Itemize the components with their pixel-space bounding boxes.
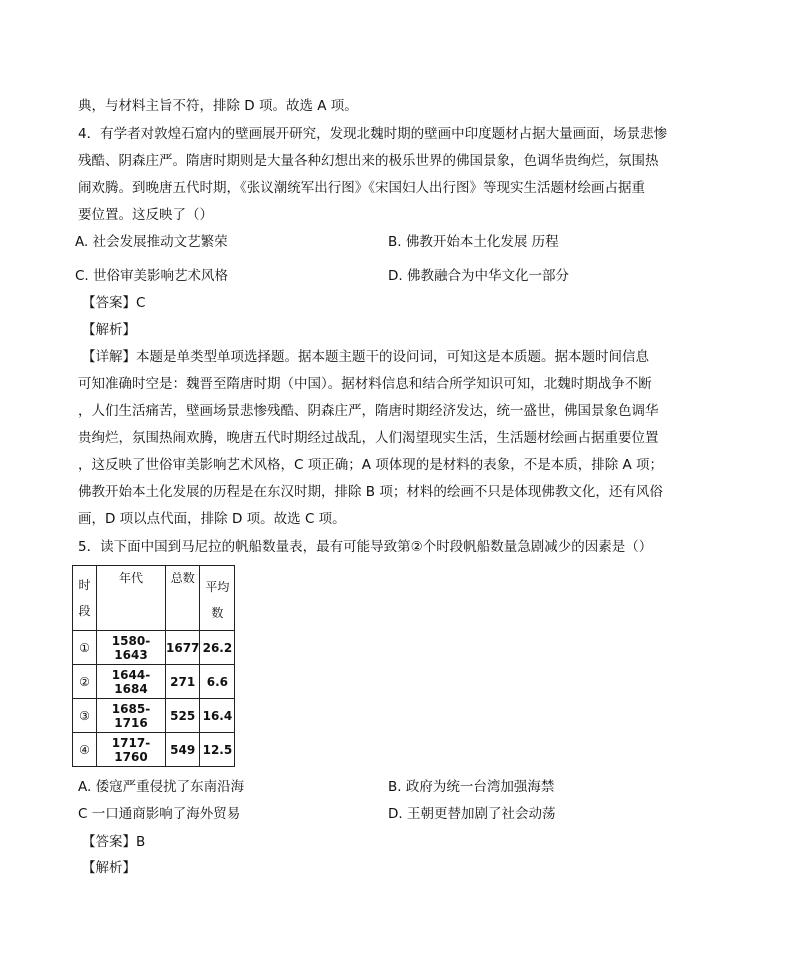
header-years	[97, 566, 166, 631]
total-cell: 1677	[166, 631, 200, 665]
question-4-stem: 残酷、阴森庄严。隋唐时期则是大量各种幻想出来的极乐世界的佛国景象，色调华贵绚烂，氛围热	[78, 153, 659, 169]
average-cell: 16.4	[200, 699, 235, 733]
period-cell: ①	[73, 631, 97, 665]
years-cell: 1717-1760	[97, 733, 166, 767]
explanation-line: 贵绚烂，氛围热闹欢腾，晚唐五代时期经过战乱，人们渴望现实生活，生活题材绘画占据重要位置	[78, 430, 659, 446]
answer-label: 【答案】B	[82, 834, 146, 850]
question-4-stem: 要位置。这反映了（）	[78, 207, 213, 223]
header-cell: 年代	[118, 571, 143, 585]
header-total	[166, 566, 200, 631]
explanation-line: 佛教开始本土化发展的历程是在东汉时期，排除 B 项；材料的绘画不只是体现佛教文化，还有风俗	[78, 484, 663, 500]
period-cell: ②	[73, 665, 97, 699]
total-cell: 271	[166, 665, 200, 699]
question-4-stem: 4．有学者对敦煌石窟内的壁画展开研究，发现北魏时期的壁画中印度题材占据大量画面，场景悲惨	[78, 126, 668, 142]
header-cell: 总数	[170, 571, 195, 585]
option-b: B. 佛教开始本土化发展 历程	[388, 234, 559, 250]
question-5-stem: 5．读下面中国到马尼拉的帆船数量表，最有可能导致第②个时段帆船数量急剧减少的因素是（）	[78, 539, 653, 555]
explanation-line: ，人们生活痛苦，壁画场景悲惨残酷、阴森庄严，隋唐时期经济发达，统一盛世，佛国景象色调华	[78, 403, 659, 419]
option-a: A. 社会发展推动文艺繁荣	[75, 234, 228, 250]
option-b: B. 政府为统一台湾加强海禁	[388, 779, 555, 795]
answer-label: 【答案】C	[82, 295, 146, 311]
average-cell: 26.2	[200, 631, 235, 665]
analysis-label: 【解析】	[82, 860, 136, 876]
years-cell: 1580-1643	[97, 631, 166, 665]
period-cell: ③	[73, 699, 97, 733]
table-header-row	[73, 566, 235, 631]
period-cell: ④	[73, 733, 97, 767]
average-cell: 6.6	[200, 665, 235, 699]
header-cell: 时 段	[78, 578, 91, 618]
sailing-ship-table	[72, 565, 235, 767]
total-cell: 525	[166, 699, 200, 733]
header-average	[200, 566, 235, 631]
years-cell: 1685-1716	[97, 699, 166, 733]
analysis-label: 【解析】	[82, 322, 136, 338]
option-a: A. 倭寇严重侵扰了东南沿海	[78, 779, 245, 795]
header-cell: 平均 数	[205, 580, 230, 620]
option-d: D. 王朝更替加剧了社会动荡	[388, 806, 556, 822]
text-line: 典，与材料主旨不符，排除 D 项。故选 A 项。	[78, 98, 358, 114]
explanation-line: ，这反映了世俗审美影响艺术风格，C 项正确；A 项体现的是材料的表象，不是本质，排除 A 项；	[78, 457, 664, 473]
option-c: C 一口通商影响了海外贸易	[78, 806, 241, 822]
table-row	[73, 631, 235, 665]
total-cell: 549	[166, 733, 200, 767]
table-row	[73, 733, 235, 767]
option-c: C. 世俗审美影响艺术风格	[75, 268, 229, 284]
average-cell: 12.5	[200, 733, 235, 767]
years-cell: 1644-1684	[97, 665, 166, 699]
explanation-line: 可知准确时空是：魏晋至隋唐时期（中国）。据材料信息和结合所学知识可知，北魏时期战争不断	[78, 376, 652, 392]
header-period	[73, 566, 97, 631]
explanation-line: 【详解】本题是单类型单项选择题。据本题主题干的设问词，可知这是本质题。据本题时间信息	[82, 349, 649, 365]
explanation-line: 画，D 项以点代面，排除 D 项。故选 C 项。	[78, 511, 346, 527]
question-4-stem: 闹欢腾。到晚唐五代时期，《张议潮统军出行图》《宋国妇人出行图》等现实生活题材绘画占据重	[78, 180, 645, 196]
table-row	[73, 699, 235, 733]
table-row	[73, 665, 235, 699]
option-d: D. 佛教融合为中华文化一部分	[388, 268, 569, 284]
